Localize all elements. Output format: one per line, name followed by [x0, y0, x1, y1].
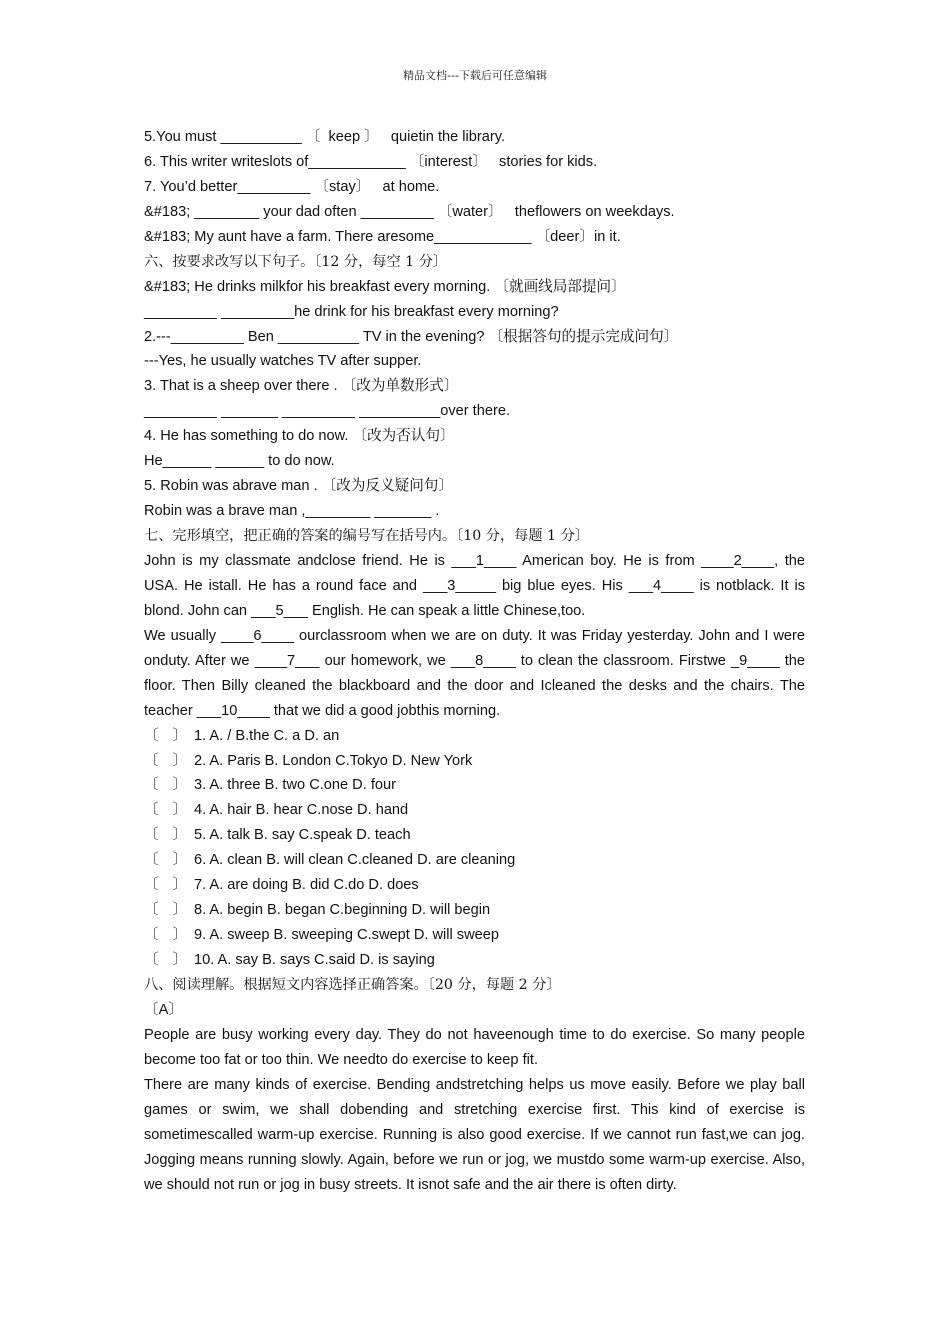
- choice-item: [144, 724, 805, 749]
- choice-options: 9. A. sweep B. sweeping C.swept D. will sweep: [194, 927, 499, 944]
- cloze-paragraph: We usually ____6____ ourclassroom when we are on duty. It was Friday yesterday. John and I were onduty. After we ____7___ our homework, we ___8____ to clean the classroom. Firstwe _9____ the floor. Then Billy cleaned the blackboard and the door and Icleaned the desks and the chairs. The teacher ___10____ that we did a good jobthis morning.: [144, 627, 805, 719]
- choice-item: [144, 823, 805, 848]
- answer-bracket: 〔 〕: [144, 951, 188, 969]
- choice-item: [144, 873, 805, 898]
- exercise-line: Robin was a brave man ,________ _______ .: [144, 503, 440, 520]
- answer-bracket: 〔 〕: [144, 801, 188, 819]
- page-header: 精品文档---下载后可任意编辑: [403, 69, 547, 82]
- exercise-line: _________ _________he drink for his breakfast every morning?: [144, 303, 559, 320]
- choice-options: 6. A. clean B. will clean C.cleaned D. are cleaning: [194, 852, 516, 869]
- answer-bracket: 〔 〕: [144, 926, 188, 944]
- choice-options: 3. A. three B. two C.one D. four: [194, 777, 396, 794]
- choice-item: [144, 898, 805, 923]
- exercise-line: 3. That is a sheep over there . 〔改为单数形式〕: [144, 378, 459, 395]
- choice-item: [144, 749, 805, 774]
- answer-bracket: 〔 〕: [144, 751, 188, 769]
- section-heading-6: 六、按要求改写以下句子。〔12 分，每空 1 分〕: [144, 253, 448, 270]
- reading-paragraph: People are busy working every day. They do not haveenough time to do exercise. So many people become too fat or too thin. We needto do exercise to keep fit.: [144, 1026, 805, 1068]
- exercise-line: 7. You’d better_________ 〔stay〕 at home.: [144, 178, 440, 195]
- choice-item: [144, 773, 805, 798]
- reading-paragraph: There are many kinds of exercise. Bending andstretching helps us move easily. Before we play ball games or swim, we shall dobending and stretching exercise first. This kind of exercise is sometimescalled warm-up exercise. Running is also good exercise. If we cannot run fast,we can jog. Jogging means running slowly. Again, before we run or jog, we mustdo some warm-up exercise. Also, we should not run or jog in busy streets. It isnot safe and the air there is often dirty.: [144, 1076, 805, 1193]
- choice-options: 8. A. begin B. began C.beginning D. will begin: [194, 902, 491, 919]
- answer-bracket: 〔 〕: [144, 826, 188, 844]
- document-body: [144, 125, 805, 1198]
- exercise-line: &#183; My aunt have a farm. There aresome____________ 〔deer〕in it.: [144, 228, 621, 245]
- exercise-line: He______ ______ to do now.: [144, 453, 335, 470]
- exercise-line: 5. Robin was abrave man . 〔改为反义疑问句〕: [144, 478, 453, 495]
- exercise-line: 4. He has something to do now. 〔改为否认句〕: [144, 428, 455, 445]
- cloze-paragraph: John is my classmate andclose friend. He is ___1____ American boy. He is from ____2____, the USA. He istall. He has a round face and ___3_____ big blue eyes. His ___4____ is notblack. It is blond. John can ___5___ English. He can speak a little Chinese,too.: [144, 552, 805, 619]
- answer-bracket: 〔 〕: [144, 851, 188, 869]
- choice-options: 1. A. / B.the C. a D. an: [194, 727, 340, 744]
- exercise-line: ---Yes, he usually watches TV after supper.: [144, 353, 422, 370]
- choice-options: 4. A. hair B. hear C.nose D. hand: [194, 802, 409, 819]
- choice-item: [144, 848, 805, 873]
- choice-item: [144, 798, 805, 823]
- choice-options: 2. A. Paris B. London C.Tokyo D. New York: [194, 752, 473, 769]
- answer-bracket: 〔 〕: [144, 726, 188, 744]
- choice-item: [144, 948, 805, 973]
- exercise-line: _________ _______ _________ __________over there.: [144, 403, 510, 420]
- exercise-line: 5.You must __________ 〔 keep 〕 quietin the library.: [144, 129, 506, 145]
- section-heading-7: 七、完形填空，把正确的答案的编号写在括号内。〔10 分，每题 1 分〕: [144, 528, 589, 544]
- answer-bracket: 〔 〕: [144, 876, 188, 894]
- choice-options: 7. A. are doing B. did C.do D. does: [194, 877, 419, 894]
- choice-options: 10. A. say B. says C.said D. is saying: [194, 952, 435, 969]
- choice-options: 5. A. talk B. say C.speak D. teach: [194, 827, 411, 844]
- passage-label: 〔A〕: [144, 1001, 183, 1018]
- exercise-line: 2.---_________ Ben __________ TV in the evening? 〔根据答句的提示完成问句〕: [144, 328, 679, 345]
- answer-bracket: 〔 〕: [144, 901, 188, 919]
- exercise-line: &#183; He drinks milkfor his breakfast every morning. 〔就画线局部提问〕: [144, 278, 626, 295]
- choice-item: [144, 923, 805, 948]
- answer-bracket: 〔 〕: [144, 776, 188, 794]
- section-heading-8: 八、阅读理解。根据短文内容选择正确答案。〔20 分，每题 2 分〕: [144, 976, 561, 993]
- exercise-line: &#183; ________ your dad often _________ 〔water〕 theflowers on weekdays.: [144, 203, 675, 220]
- exercise-line: 6. This writer writeslots of____________ 〔interest〕 stories for kids.: [144, 153, 598, 170]
